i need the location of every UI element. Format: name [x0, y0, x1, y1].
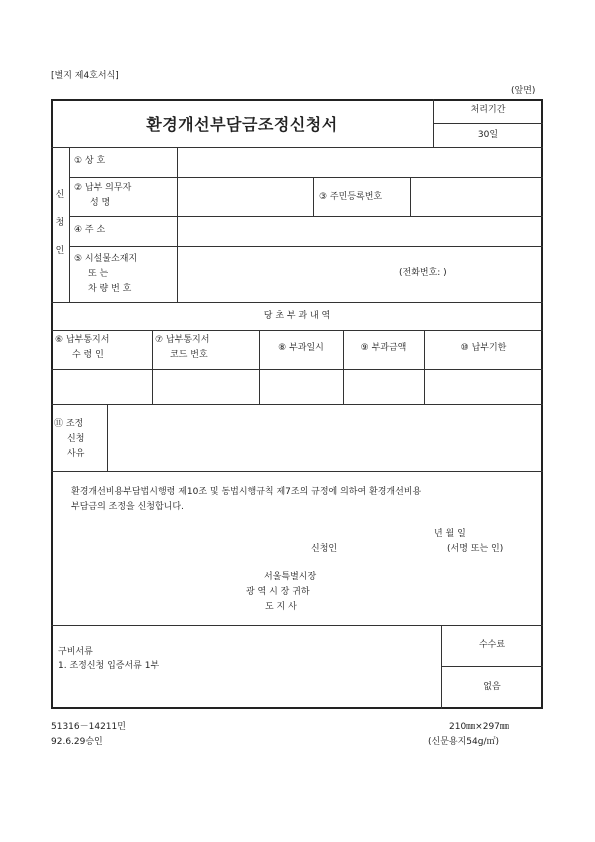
divider	[433, 123, 543, 124]
fee-value: 없음	[483, 682, 501, 692]
divider	[410, 177, 411, 216]
facility-location-label-line2: 또 는	[88, 269, 109, 279]
divider	[177, 147, 178, 302]
divider	[441, 666, 543, 667]
divider	[152, 330, 153, 404]
original-assessment-heading: 당 초 부 과 내 역	[263, 311, 331, 321]
notice-code-label-line2: 코드 번호	[170, 350, 208, 360]
divider	[343, 330, 344, 404]
divider	[69, 147, 70, 302]
applicant-group-label-1: 신	[55, 190, 65, 200]
divider	[51, 404, 543, 405]
divider	[51, 369, 543, 370]
divider	[313, 177, 314, 216]
applicant-signature-label: 신청인	[311, 544, 338, 554]
fee-label: 수수료	[478, 640, 506, 650]
date-field: 년 월 일	[434, 529, 466, 539]
facility-location-label-line3: 차 량 번 호	[88, 284, 132, 294]
business-name-label: ① 상 호	[74, 156, 106, 166]
signature-field: (서명 또는 인)	[447, 544, 504, 554]
divider	[51, 625, 543, 626]
divider	[441, 625, 442, 709]
adjustment-reason-label-line2: 신청	[67, 434, 85, 444]
approval-date: 92.6.29승인	[51, 737, 103, 747]
divider	[51, 147, 543, 148]
payment-deadline-label: ⑩ 납부기한	[460, 343, 507, 353]
divider	[51, 302, 543, 303]
recipient-metro-mayor: 광 역 시 장 귀하	[246, 587, 310, 597]
resident-number-label: ③ 주민등록번호	[319, 192, 383, 202]
facility-location-label-line1: ⑤ 시설물소재지	[74, 254, 138, 264]
processing-period-label: 처리기간	[470, 105, 506, 115]
divider	[107, 404, 108, 471]
notice-code-label-line1: ⑦ 납부통지서	[155, 335, 210, 345]
declaration-text-line2: 부담금의 조정을 신청합니다.	[71, 502, 184, 512]
paper-spec: (신문용지54g/㎡)	[428, 737, 499, 747]
payer-name-label-line1: ② 납부 의무자	[74, 183, 132, 193]
page-side-label: (앞면)	[511, 86, 536, 96]
phone-number-field: (전화번호: )	[399, 268, 447, 278]
payer-name-label-line2: 성 명	[90, 198, 111, 208]
notice-recipient-label-line2: 수 령 인	[72, 350, 104, 360]
address-label: ④ 주 소	[74, 225, 106, 235]
notice-recipient-label-line1: ⑥ 납부통지서	[55, 335, 110, 345]
required-documents-item: 1. 조정신청 입증서류 1부	[58, 661, 160, 671]
divider	[69, 246, 543, 247]
recipient-governor: 도 지 사	[265, 602, 297, 612]
form-title: 환경개선부담금조정신청서	[146, 115, 338, 134]
applicant-group-label-3: 인	[55, 246, 65, 256]
divider	[69, 216, 543, 217]
recipient-seoul-mayor: 서울특별시장	[264, 572, 317, 582]
divider	[424, 330, 425, 404]
divider	[51, 471, 543, 472]
processing-period-value: 30일	[477, 130, 499, 140]
form-code: 51316－14211민	[51, 722, 126, 732]
form-number-tag: [별지 제4호서식]	[51, 71, 119, 81]
divider	[69, 177, 543, 178]
assessment-date-label: ⑧ 부과일시	[278, 343, 324, 353]
paper-size: 210㎜×297㎜	[449, 722, 509, 732]
divider	[51, 330, 543, 331]
adjustment-reason-label-line1: ⑪ 조정	[54, 419, 84, 429]
divider	[259, 330, 260, 404]
assessment-amount-label: ⑨ 부과금액	[360, 343, 407, 353]
declaration-text-line1: 환경개선비용부담법시행령 제10조 및 동법시행규칙 제7조의 규정에 의하여 환경개선비용	[71, 487, 422, 497]
applicant-group-label-2: 청	[55, 218, 65, 228]
required-documents-label: 구비서류	[58, 647, 93, 657]
adjustment-reason-label-line3: 사유	[67, 449, 85, 459]
